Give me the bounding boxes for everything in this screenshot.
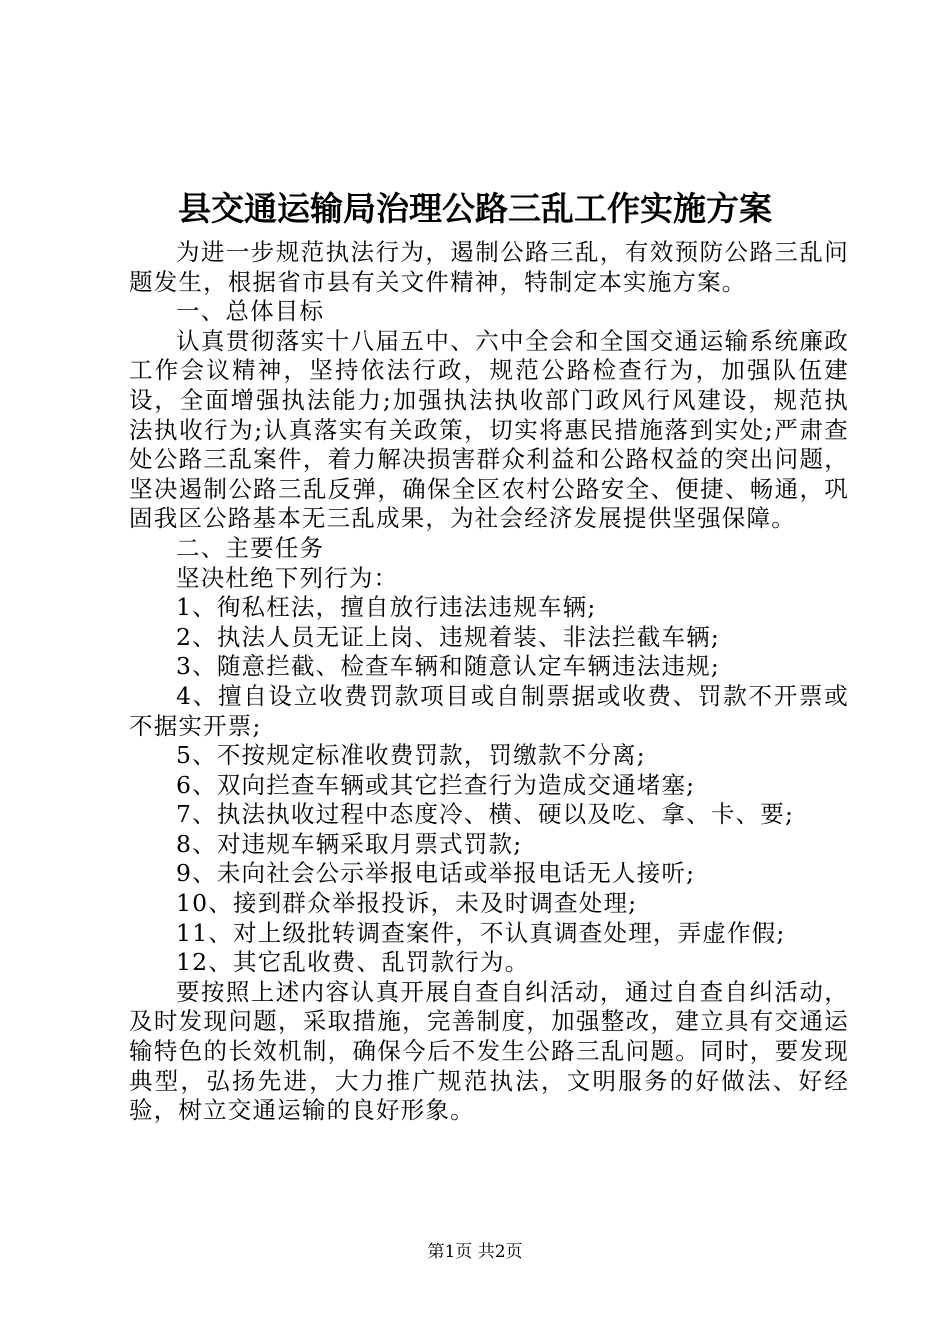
list-item: 12、其它乱收费、乱罚款行为。 [176, 948, 530, 977]
tasks-intro: 坚决杜绝下列行为： [176, 563, 399, 592]
page-indicator: 第1页 共2页 [427, 1242, 523, 1262]
list-item: 9、未向社会公示举报电话或举报电话无人接听; [176, 859, 696, 888]
document-body [129, 238, 849, 1126]
list-item: 1、徇私枉法，擅自放行违法违规车辆; [176, 593, 597, 622]
section-heading-tasks: 二、主要任务 [176, 533, 325, 562]
list-item: 2、执法人员无证上岗、违规着装、非法拦截车辆; [176, 622, 720, 651]
list-item: 5、不按规定标准收费罚款，罚缴款不分离; [176, 741, 646, 770]
list-item: 8、对违规车辆采取月票式罚款; [176, 829, 523, 858]
list-item: 10、接到群众举报投诉，未及时调查处理; [176, 889, 638, 918]
list-item: 4、擅自设立收费罚款项目或自制票据或收费、罚款不开票或不据实开票; [129, 681, 849, 740]
list-item: 3、随意拦截、检查车辆和随意认定车辆违法违规; [176, 652, 720, 681]
closing-paragraph: 要按照上述内容认真开展自查自纠活动，通过自查自纠活动，及时发现问题，采取措施，完善制度，加强整改，建立具有交通运输特色的长效机制，确保今后不发生公路三乱问题。同时，要发现典型，弘扬先进，大力推广规范执法，文明服务的好做法、好经验，树立交通运输的良好形象。 [129, 977, 849, 1125]
intro-paragraph: 为进一步规范执法行为，遏制公路三乱，有效预防公路三乱问题发生，根据省市县有关文件精神，特制定本实施方案。 [129, 238, 849, 296]
list-item: 11、对上级批转调查案件，不认真调查处理，弄虚作假; [176, 918, 786, 947]
list-item: 6、双向拦查车辆或其它拦查行为造成交通堵塞; [176, 770, 696, 799]
section-heading-goals: 一、总体目标 [176, 297, 325, 326]
goals-paragraph: 认真贯彻落实十八届五中、六中全会和全国交通运输系统廉政工作会议精神，坚持依法行政，规范公路检查行为，加强队伍建设，全面增强执法能力;加强执法执收部门政风行风建设，规范执法执收行为;认真落实有关政策，切实将惠民措施落到实处;严肃查处公路三乱案件，着力解决损害群众利益和公路权益的突出问题，坚决遏制公路三乱反弹，确保全区农村公路安全、便捷、畅通，巩固我区公路基本无三乱成果，为社会经济发展提供坚强保障。 [129, 326, 849, 533]
document-title: 县交通运输局治理公路三乱工作实施方案 [178, 189, 772, 228]
list-item: 7、执法执收过程中态度冷、横、硬以及吃、拿、卡、要; [176, 800, 795, 829]
